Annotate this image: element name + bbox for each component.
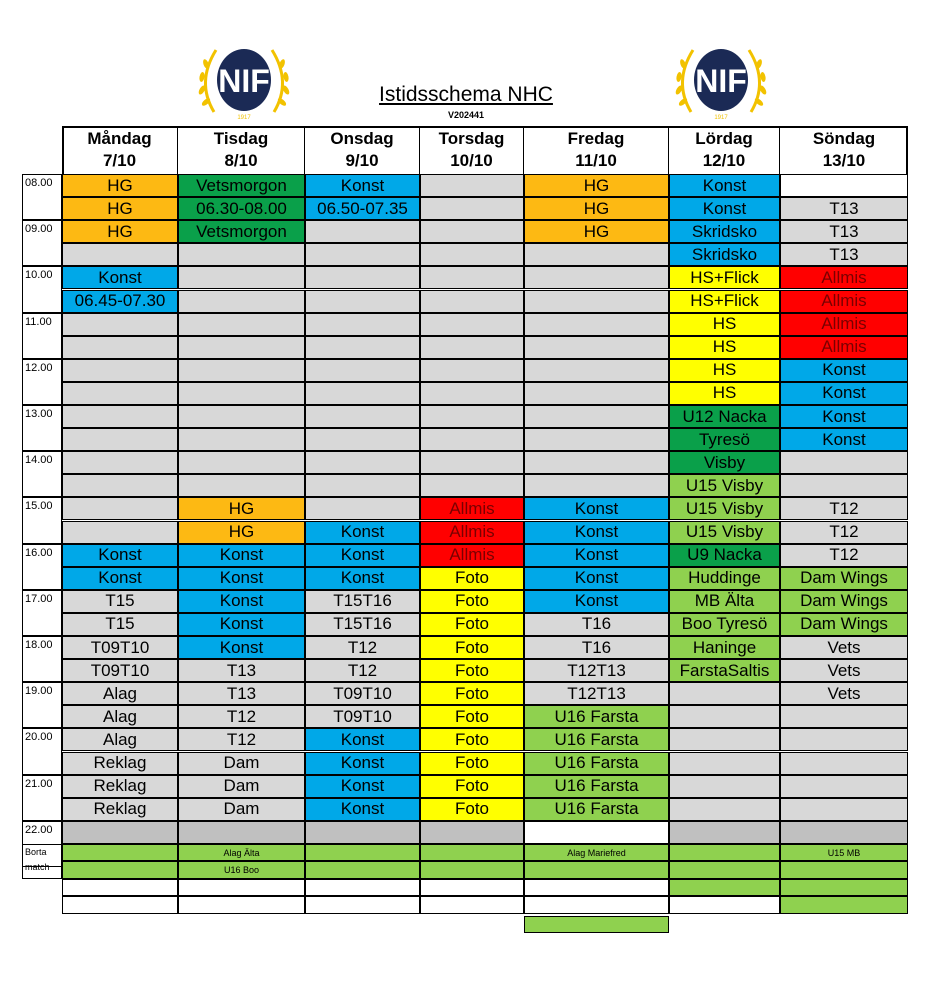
schedule-cell: T12 [305, 636, 420, 659]
away-cell [780, 896, 908, 914]
schedule-cell: Konst [669, 174, 780, 197]
nif-logo-left [194, 42, 294, 122]
schedule-cell [420, 243, 524, 266]
schedule-cell: Skridsko [669, 220, 780, 243]
schedule-cell: Haninge [669, 636, 780, 659]
schedule-version: V202441 [447, 110, 485, 120]
schedule-cell [305, 451, 420, 474]
day-date: 12/10 [702, 151, 746, 170]
schedule-cell [62, 336, 178, 359]
schedule-title: Istidsschema NHC [379, 83, 553, 106]
away-cell [178, 896, 305, 914]
time-label: 22.00 [22, 821, 62, 867]
day-name: Lördag [695, 129, 753, 148]
schedule-cell [178, 336, 305, 359]
day-name: Onsdag [330, 129, 394, 148]
schedule-cell [178, 382, 305, 405]
schedule-cell [669, 775, 780, 798]
schedule-cell [420, 382, 524, 405]
away-label-line1: Borta [25, 846, 47, 857]
schedule-cell [305, 359, 420, 382]
schedule-cell [780, 821, 908, 844]
schedule-cell: 06.30-08.00 [178, 197, 305, 220]
schedule-cell [178, 451, 305, 474]
day-date: 7/10 [102, 151, 137, 170]
schedule-cell [780, 798, 908, 821]
schedule-cell: Foto [420, 682, 524, 705]
schedule-cell: Dam [178, 775, 305, 798]
schedule-cell: T12 [178, 728, 305, 751]
schedule-cell [524, 821, 669, 844]
schedule-cell: Reklag [62, 798, 178, 821]
schedule-cell [62, 359, 178, 382]
schedule-cell [305, 497, 420, 520]
away-cell: Alag Mariefred [524, 844, 669, 862]
schedule-cell [420, 266, 524, 289]
day-header-0 [62, 128, 178, 174]
schedule-cell: 06.45-07.30 [62, 290, 178, 313]
schedule-cell: Visby [669, 451, 780, 474]
schedule-cell: HS [669, 336, 780, 359]
svg-text:NIF: NIF [695, 63, 747, 99]
schedule-cell: U16 Farsta [524, 798, 669, 821]
time-label: 19.00 [22, 682, 62, 728]
away-cell [669, 879, 780, 897]
schedule-cell: T09T10 [62, 659, 178, 682]
schedule-cell [420, 451, 524, 474]
schedule-cell [420, 336, 524, 359]
schedule-cell: T13 [178, 682, 305, 705]
schedule-cell: Konst [305, 174, 420, 197]
time-label: 16.00 [22, 544, 62, 590]
svg-text:NIF: NIF [218, 63, 270, 99]
away-cell [305, 861, 420, 879]
day-header-1 [178, 128, 305, 174]
away-cell [305, 879, 420, 897]
schedule-cell: Dam Wings [780, 590, 908, 613]
schedule-cell: Konst [62, 544, 178, 567]
schedule-cell [669, 728, 780, 751]
schedule-cell: U9 Nacka [669, 544, 780, 567]
schedule-cell: Foto [420, 567, 524, 590]
away-cell [524, 879, 669, 897]
schedule-cell: U16 Farsta [524, 775, 669, 798]
schedule-cell: Konst [305, 544, 420, 567]
schedule-cell: Konst [178, 636, 305, 659]
schedule-cell: Dam Wings [780, 567, 908, 590]
schedule-cell: Allmis [420, 544, 524, 567]
away-cell [178, 879, 305, 897]
schedule-cell: Foto [420, 798, 524, 821]
schedule-cell [178, 313, 305, 336]
schedule-cell: Vets [780, 659, 908, 682]
schedule-cell [62, 521, 178, 544]
schedule-cell: Huddinge [669, 567, 780, 590]
schedule-cell: Vetsmorgon [178, 174, 305, 197]
schedule-cell: T16 [524, 636, 669, 659]
schedule-cell: HG [524, 174, 669, 197]
schedule-cell [780, 728, 908, 751]
day-header-6 [780, 128, 908, 174]
schedule-cell [524, 451, 669, 474]
schedule-cell [62, 382, 178, 405]
schedule-cell: Dam Wings [780, 613, 908, 636]
schedule-cell: Konst [178, 590, 305, 613]
schedule-cell: T12T13 [524, 659, 669, 682]
away-cell [524, 896, 669, 914]
schedule-cell: Allmis [420, 521, 524, 544]
schedule-cell: U12 Nacka [669, 405, 780, 428]
schedule-cell [669, 752, 780, 775]
trailing-cell [524, 916, 669, 934]
schedule-cell: T09T10 [62, 636, 178, 659]
schedule-cell: Allmis [780, 266, 908, 289]
schedule-cell [305, 243, 420, 266]
schedule-cell [420, 220, 524, 243]
day-name: Söndag [812, 129, 876, 148]
schedule-cell [524, 428, 669, 451]
schedule-cell [305, 220, 420, 243]
schedule-cell [780, 705, 908, 728]
schedule-cell [420, 428, 524, 451]
schedule-cell: Allmis [420, 497, 524, 520]
schedule-cell: Konst [305, 775, 420, 798]
schedule-cell [305, 821, 420, 844]
time-label: 21.00 [22, 775, 62, 821]
schedule-cell [524, 243, 669, 266]
schedule-cell: Konst [178, 544, 305, 567]
schedule-cell: Konst [305, 521, 420, 544]
away-cell [62, 896, 178, 914]
schedule-cell [780, 474, 908, 497]
schedule-cell [420, 405, 524, 428]
schedule-cell: Konst [178, 567, 305, 590]
schedule-cell [178, 405, 305, 428]
schedule-cell: Konst [524, 497, 669, 520]
day-date: 8/10 [224, 151, 258, 170]
schedule-cell [178, 428, 305, 451]
schedule-cell: Vets [780, 682, 908, 705]
schedule-cell: T16 [524, 613, 669, 636]
away-cell [420, 896, 524, 914]
schedule-cell: 06.50-07.35 [305, 197, 420, 220]
away-cell [669, 896, 780, 914]
schedule-cell: HG [62, 174, 178, 197]
away-cell [62, 844, 178, 862]
schedule-cell [62, 451, 178, 474]
schedule-cell: Reklag [62, 775, 178, 798]
schedule-cell: HG [524, 197, 669, 220]
schedule-cell: U15 Visby [669, 521, 780, 544]
schedule-cell [62, 313, 178, 336]
day-date: 13/10 [822, 151, 866, 170]
schedule-cell: Alag [62, 682, 178, 705]
schedule-cell: U15 Visby [669, 474, 780, 497]
schedule-cell: Tyresö [669, 428, 780, 451]
day-date: 9/10 [345, 151, 379, 170]
time-label: 12.00 [22, 359, 62, 405]
time-label: 20.00 [22, 728, 62, 774]
away-match-label [22, 844, 62, 879]
schedule-cell [178, 243, 305, 266]
schedule-cell [780, 752, 908, 775]
schedule-cell [420, 821, 524, 844]
schedule-cell [420, 474, 524, 497]
schedule-cell [178, 359, 305, 382]
schedule-cell [62, 428, 178, 451]
day-date: 10/10 [450, 151, 493, 170]
schedule-cell: Dam [178, 798, 305, 821]
away-cell [669, 861, 780, 879]
schedule-cell: HS+Flick [669, 290, 780, 313]
away-cell: U15 MB [780, 844, 908, 862]
away-cell [420, 861, 524, 879]
schedule-cell [669, 682, 780, 705]
schedule-cell [62, 405, 178, 428]
schedule-cell [420, 359, 524, 382]
schedule-cell: Foto [420, 636, 524, 659]
schedule-cell: Foto [420, 613, 524, 636]
time-label: 15.00 [22, 497, 62, 543]
schedule-cell: MB Älta [669, 590, 780, 613]
schedule-cell: T12 [780, 521, 908, 544]
schedule-cell: Konst [780, 405, 908, 428]
schedule-cell: HS+Flick [669, 266, 780, 289]
schedule-cell: T13 [780, 220, 908, 243]
schedule-cell [62, 497, 178, 520]
schedule-cell: Dam [178, 752, 305, 775]
schedule-cell: Konst [524, 567, 669, 590]
day-name: Torsdag [438, 129, 505, 148]
schedule-cell: T15T16 [305, 613, 420, 636]
schedule-cell: T13 [780, 197, 908, 220]
schedule-cell [420, 197, 524, 220]
schedule-cell: Alag [62, 705, 178, 728]
schedule-cell [305, 266, 420, 289]
away-cell [420, 879, 524, 897]
schedule-cell [62, 474, 178, 497]
schedule-cell [305, 405, 420, 428]
svg-text:1917: 1917 [237, 115, 251, 121]
schedule-cell: T15 [62, 590, 178, 613]
schedule-cell: Allmis [780, 290, 908, 313]
schedule-cell: Reklag [62, 752, 178, 775]
schedule-cell [178, 290, 305, 313]
schedule-cell: HG [524, 220, 669, 243]
schedule-cell: Konst [305, 798, 420, 821]
nif-logo-right [671, 42, 771, 122]
schedule-cell [420, 174, 524, 197]
schedule-cell [524, 474, 669, 497]
time-label: 13.00 [22, 405, 62, 451]
away-cell: Alag Älta [178, 844, 305, 862]
day-header-2 [305, 128, 420, 174]
away-cell: U16 Boo [178, 861, 305, 879]
schedule-cell: HG [62, 220, 178, 243]
schedule-cell [305, 382, 420, 405]
time-label: 10.00 [22, 266, 62, 312]
day-name: Tisdag [213, 129, 269, 148]
schedule-cell [305, 474, 420, 497]
schedule-cell: Konst [305, 752, 420, 775]
schedule-cell: U16 Farsta [524, 705, 669, 728]
schedule-cell: U16 Farsta [524, 752, 669, 775]
schedule-cell: Konst [524, 544, 669, 567]
schedule-cell: Konst [524, 590, 669, 613]
time-label: 14.00 [22, 451, 62, 497]
schedule-cell: Allmis [780, 313, 908, 336]
schedule-cell: T13 [780, 243, 908, 266]
away-cell [524, 861, 669, 879]
schedule-cell [524, 290, 669, 313]
schedule-cell: T12 [305, 659, 420, 682]
day-date: 11/10 [575, 151, 617, 170]
away-cell [669, 844, 780, 862]
schedule-cell: Foto [420, 659, 524, 682]
away-cell [305, 896, 420, 914]
schedule-cell [524, 405, 669, 428]
schedule-cell [420, 290, 524, 313]
schedule-cell: Foto [420, 752, 524, 775]
schedule-cell [780, 775, 908, 798]
schedule-cell [669, 821, 780, 844]
schedule-cell: T09T10 [305, 705, 420, 728]
day-header-4 [524, 128, 669, 174]
schedule-cell: T09T10 [305, 682, 420, 705]
schedule-cell: T12 [178, 705, 305, 728]
schedule-cell: HS [669, 313, 780, 336]
schedule-cell: Vetsmorgon [178, 220, 305, 243]
schedule-cell [524, 359, 669, 382]
schedule-cell [62, 821, 178, 844]
schedule-cell [524, 266, 669, 289]
schedule-cell [669, 798, 780, 821]
schedule-cell: Foto [420, 705, 524, 728]
schedule-cell [62, 243, 178, 266]
schedule-cell: Foto [420, 590, 524, 613]
schedule-cell: T12 [780, 544, 908, 567]
schedule-cell [524, 313, 669, 336]
schedule-cell: Konst [305, 728, 420, 751]
schedule-cell [305, 290, 420, 313]
schedule-cell: Konst [780, 359, 908, 382]
schedule-cell [780, 174, 908, 197]
schedule-cell [524, 336, 669, 359]
away-label-line2: match [25, 861, 50, 872]
schedule-cell [305, 313, 420, 336]
schedule-cell: U15 Visby [669, 497, 780, 520]
schedule-cell: Skridsko [669, 243, 780, 266]
schedule-cell [305, 428, 420, 451]
schedule-cell: FarstaSaltis [669, 659, 780, 682]
schedule-cell: Foto [420, 775, 524, 798]
time-label: 11.00 [22, 313, 62, 359]
away-cell [780, 861, 908, 879]
schedule-cell [178, 474, 305, 497]
svg-text:1917: 1917 [714, 115, 728, 121]
schedule-cell [305, 336, 420, 359]
schedule-cell: HG [178, 521, 305, 544]
schedule-cell: T13 [178, 659, 305, 682]
time-label: 09.00 [22, 220, 62, 266]
schedule-cell [780, 451, 908, 474]
schedule-cell: Allmis [780, 336, 908, 359]
schedule-cell: HS [669, 382, 780, 405]
day-header-5 [669, 128, 780, 174]
time-label: 08.00 [22, 174, 62, 220]
schedule-cell: HG [62, 197, 178, 220]
schedule-cell: Konst [62, 567, 178, 590]
schedule-cell [669, 705, 780, 728]
schedule-cell: T12 [780, 497, 908, 520]
day-name: Måndag [87, 129, 152, 148]
away-cell [420, 844, 524, 862]
day-header-3 [420, 128, 524, 174]
schedule-cell: Foto [420, 728, 524, 751]
away-cell [62, 879, 178, 897]
schedule-cell: T15 [62, 613, 178, 636]
schedule-cell: Konst [669, 197, 780, 220]
schedule-cell: U16 Farsta [524, 728, 669, 751]
schedule-cell: Konst [780, 382, 908, 405]
schedule-cell: Konst [305, 567, 420, 590]
time-label: 18.00 [22, 636, 62, 682]
schedule-cell: Konst [178, 613, 305, 636]
schedule-cell: Konst [524, 521, 669, 544]
away-cell [62, 861, 178, 879]
schedule-cell [178, 266, 305, 289]
schedule-cell [178, 821, 305, 844]
day-name: Fredag [567, 129, 625, 148]
time-label: 17.00 [22, 590, 62, 636]
away-cell [305, 844, 420, 862]
schedule-cell [420, 313, 524, 336]
away-cell [780, 879, 908, 897]
schedule-cell: Konst [780, 428, 908, 451]
schedule-cell: HG [178, 497, 305, 520]
schedule-cell: HS [669, 359, 780, 382]
schedule-cell: T15T16 [305, 590, 420, 613]
schedule-cell: Boo Tyresö [669, 613, 780, 636]
schedule-cell: Vets [780, 636, 908, 659]
schedule-cell [524, 382, 669, 405]
schedule-cell: Konst [62, 266, 178, 289]
schedule-cell: T12T13 [524, 682, 669, 705]
schedule-cell: Alag [62, 728, 178, 751]
